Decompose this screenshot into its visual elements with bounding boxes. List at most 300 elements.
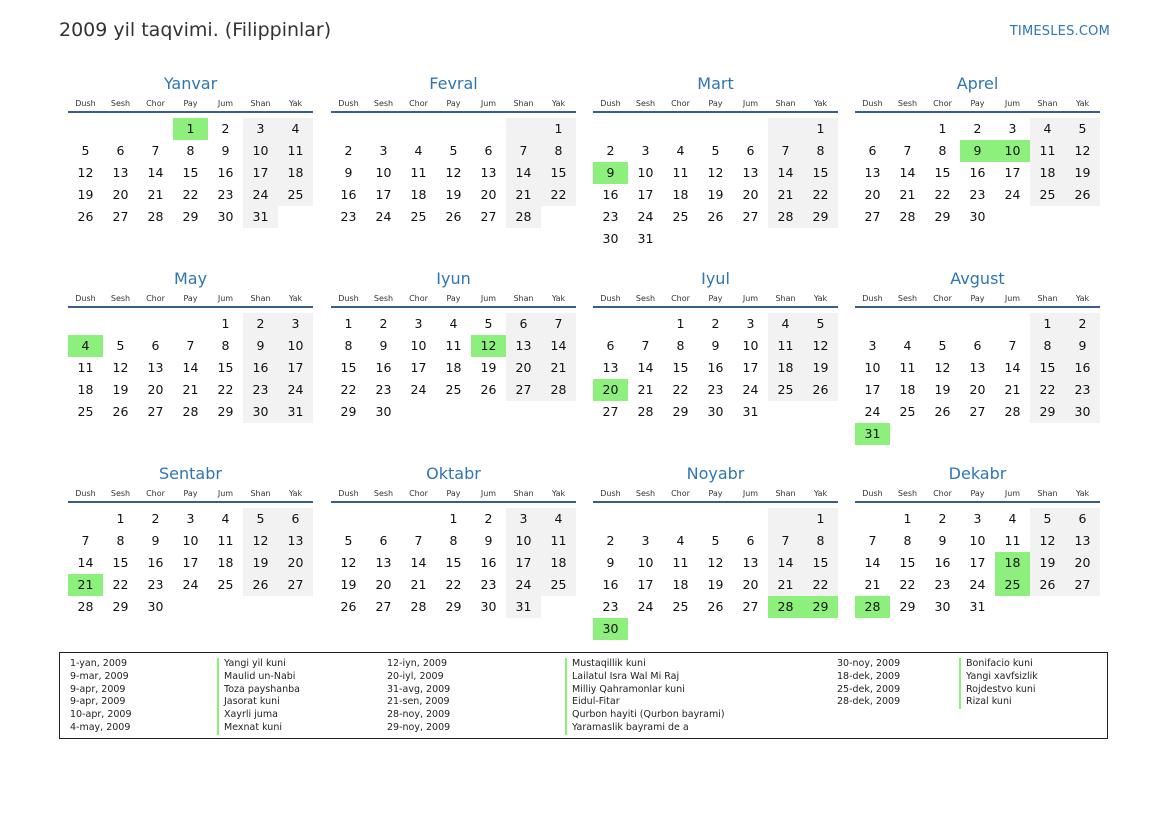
day-cell: 7	[641, 338, 650, 353]
weekday-label: Dush	[600, 294, 621, 303]
month-oktabr	[331, 463, 576, 618]
day-cell: 29	[445, 599, 462, 614]
day-cell: 22	[1030, 379, 1065, 401]
day-cell: 25	[541, 574, 576, 596]
day-cell: 18	[445, 360, 462, 375]
day-cell: 30	[1065, 401, 1100, 423]
day-cell: 2	[973, 121, 982, 136]
day-cell: 23	[602, 599, 619, 614]
day-cell: 4	[221, 511, 230, 526]
day-cell: 29	[672, 404, 689, 419]
weekday-header	[68, 485, 313, 503]
weekday-label: Chor	[671, 294, 690, 303]
day-cell: 23	[480, 577, 497, 592]
day-cell: 19	[340, 577, 357, 592]
day-cell: 5	[116, 338, 125, 353]
day-cell: 13	[375, 555, 392, 570]
day-cell: 30	[602, 231, 619, 246]
weekday-label: Jum	[217, 489, 234, 498]
weekday-label: Chor	[933, 99, 952, 108]
empty-cell	[138, 313, 173, 335]
month-name: Iyul	[701, 269, 730, 288]
holiday-date: 10-apr, 2009	[70, 709, 132, 721]
day-cell: 25	[768, 379, 803, 401]
day-cell: 6	[746, 143, 755, 158]
day-cell: 21	[768, 184, 803, 206]
weekday-label: Chor	[671, 489, 690, 498]
day-cell: 28	[147, 209, 164, 224]
day-cell: 10	[375, 165, 392, 180]
day-cell: 23	[602, 209, 619, 224]
day-cell: 4	[278, 118, 313, 140]
day-cell: 13	[506, 335, 541, 357]
day-cell: 16	[340, 187, 357, 202]
day-cell: 9	[1065, 335, 1100, 357]
day-cell: 27	[742, 599, 759, 614]
day-grid	[855, 508, 1100, 618]
day-cell: 13	[112, 165, 129, 180]
weekday-label: Pay	[970, 294, 985, 303]
day-cell: 1	[541, 118, 576, 140]
day-cell: 20	[480, 187, 497, 202]
day-cell: 1	[1030, 313, 1065, 335]
day-cell: 30	[243, 401, 278, 423]
day-cell: 17	[864, 382, 881, 397]
day-cell: 30	[147, 599, 164, 614]
day-cell: 31	[742, 404, 759, 419]
day-cell: 21	[637, 382, 654, 397]
weekday-label: Pay	[970, 489, 985, 498]
day-cell: 15	[803, 162, 838, 184]
empty-cell	[855, 313, 890, 335]
day-cell: 18	[410, 187, 427, 202]
weekday-label: Chor	[409, 489, 428, 498]
day-cell: 8	[449, 533, 458, 548]
weekday-label: Shan	[513, 99, 534, 108]
day-cell: 17	[410, 360, 427, 375]
day-grid	[68, 313, 313, 423]
day-cell: 7	[81, 533, 90, 548]
empty-cell	[593, 313, 628, 335]
weekday-header	[855, 485, 1100, 503]
day-cell: 22	[112, 577, 129, 592]
day-cell: 7	[868, 533, 877, 548]
day-cell: 18	[217, 555, 234, 570]
day-cell: 26	[340, 599, 357, 614]
weekday-label: Pay	[183, 99, 198, 108]
day-cell: 12	[803, 335, 838, 357]
day-cell: 15	[1030, 357, 1065, 379]
day-cell: 5	[938, 338, 947, 353]
day-cell: 20	[1065, 552, 1100, 574]
day-cell: 2	[243, 313, 278, 335]
day-cell: 24	[742, 382, 759, 397]
day-cell: 8	[803, 530, 838, 552]
day-cell: 24	[969, 577, 986, 592]
day-cell: 27	[1065, 574, 1100, 596]
day-cell: 3	[746, 316, 755, 331]
weekday-label: Dush	[75, 99, 96, 108]
weekday-label: Shan	[775, 99, 796, 108]
day-cell: 26	[445, 209, 462, 224]
day-cell: 14	[1004, 360, 1021, 375]
page-title: 2009 yil taqvimi. (Filippinlar)	[59, 19, 332, 41]
empty-cell	[663, 508, 698, 530]
weekday-header	[593, 95, 838, 113]
empty-cell	[593, 118, 628, 140]
day-cell: 11	[768, 335, 803, 357]
day-cell: 14	[768, 552, 803, 574]
weekday-label: Yak	[813, 489, 828, 498]
empty-cell	[401, 118, 436, 140]
day-cell: 25	[672, 209, 689, 224]
day-cell: 13	[602, 360, 619, 375]
holiday-date: 21-sen, 2009	[387, 696, 450, 708]
holiday-day-cell: 18	[995, 552, 1030, 574]
day-grid	[855, 118, 1100, 228]
day-cell: 6	[151, 338, 160, 353]
day-cell: 12	[445, 165, 462, 180]
day-cell: 19	[707, 187, 724, 202]
weekday-label: Jum	[1004, 99, 1021, 108]
day-cell: 24	[243, 184, 278, 206]
day-cell: 3	[506, 508, 541, 530]
day-cell: 26	[707, 209, 724, 224]
site-link[interactable]: TIMESLES.COM	[1009, 24, 1110, 39]
weekday-label: Shan	[775, 294, 796, 303]
holiday-date: 25-dek, 2009	[837, 683, 901, 695]
day-cell: 2	[151, 511, 160, 526]
day-cell: 21	[1004, 382, 1021, 397]
day-cell: 26	[1030, 574, 1065, 596]
weekday-label: Sesh	[635, 294, 656, 303]
holiday-name: Yangi yil kuni	[217, 658, 300, 671]
day-cell: 14	[147, 165, 164, 180]
day-cell: 22	[934, 187, 951, 202]
weekday-label: Dush	[75, 489, 96, 498]
month-name: Aprel	[956, 74, 999, 93]
day-cell: 24	[864, 404, 881, 419]
day-cell: 20	[506, 357, 541, 379]
day-cell: 2	[711, 316, 720, 331]
weekday-label: Pay	[970, 99, 985, 108]
weekday-label: Jum	[1004, 294, 1021, 303]
day-cell: 28	[506, 206, 541, 228]
day-cell: 15	[445, 555, 462, 570]
day-cell: 12	[243, 530, 278, 552]
day-cell: 24	[278, 379, 313, 401]
empty-cell	[698, 508, 733, 530]
day-cell: 12	[77, 165, 94, 180]
day-cell: 15	[340, 360, 357, 375]
day-cell: 23	[969, 187, 986, 202]
weekday-header	[68, 290, 313, 308]
day-cell: 10	[742, 338, 759, 353]
day-cell: 23	[707, 382, 724, 397]
empty-cell	[628, 118, 663, 140]
day-cell: 2	[606, 533, 615, 548]
day-cell: 18	[278, 162, 313, 184]
day-cell: 18	[672, 187, 689, 202]
day-cell: 23	[147, 577, 164, 592]
day-cell: 16	[243, 357, 278, 379]
month-name: May	[173, 269, 208, 288]
legend-dates-col-3	[837, 658, 900, 709]
holiday-date: 29-noy, 2009	[387, 721, 451, 733]
day-cell: 15	[112, 555, 129, 570]
day-cell: 12	[1065, 140, 1100, 162]
weekday-label: Chor	[146, 99, 165, 108]
day-cell: 26	[480, 382, 497, 397]
day-cell: 24	[637, 209, 654, 224]
holiday-day-cell: 4	[68, 335, 103, 357]
holiday-day-cell: 28	[768, 596, 803, 618]
day-cell: 23	[934, 577, 951, 592]
day-cell: 24	[410, 382, 427, 397]
weekday-label: Yak	[288, 489, 303, 498]
day-cell: 26	[77, 209, 94, 224]
day-cell: 30	[969, 209, 986, 224]
weekday-header	[331, 485, 576, 503]
day-cell: 9	[938, 533, 947, 548]
day-cell: 24	[637, 599, 654, 614]
holiday-name: Bonifacio kuni	[959, 658, 1038, 671]
day-cell: 16	[1065, 357, 1100, 379]
holiday-date: 4-may, 2009	[70, 721, 131, 733]
day-cell: 4	[1008, 511, 1017, 526]
holiday-name: Yangi xavfsizlik	[959, 671, 1038, 684]
month-name: Dekabr	[948, 464, 1007, 483]
day-cell: 3	[641, 533, 650, 548]
day-cell: 7	[1008, 338, 1017, 353]
empty-cell	[366, 508, 401, 530]
day-cell: 20	[278, 552, 313, 574]
weekday-label: Chor	[933, 294, 952, 303]
weekday-label: Chor	[146, 489, 165, 498]
day-cell: 20	[742, 187, 759, 202]
month-name: Yanvar	[163, 74, 218, 93]
day-cell: 17	[742, 360, 759, 375]
day-cell: 11	[672, 165, 689, 180]
day-cell: 31	[637, 231, 654, 246]
holiday-date: 9-apr, 2009	[70, 696, 126, 708]
day-cell: 26	[1065, 184, 1100, 206]
holiday-date: 1-yan, 2009	[70, 658, 127, 669]
day-cell: 7	[186, 338, 195, 353]
legend-names-col-3	[959, 658, 1038, 709]
day-cell: 9	[344, 165, 353, 180]
weekday-label: Dush	[75, 294, 96, 303]
day-cell: 3	[868, 338, 877, 353]
day-cell: 3	[1008, 121, 1017, 136]
day-cell: 22	[541, 184, 576, 206]
day-cell: 31	[278, 401, 313, 423]
weekday-label: Pay	[708, 99, 723, 108]
day-cell: 14	[864, 555, 881, 570]
day-cell: 27	[147, 404, 164, 419]
day-cell: 7	[506, 140, 541, 162]
weekday-label: Yak	[551, 489, 566, 498]
day-cell: 24	[1004, 187, 1021, 202]
month-name: Avgust	[950, 269, 1005, 288]
day-cell: 27	[602, 404, 619, 419]
day-cell: 31	[506, 596, 541, 618]
day-cell: 15	[217, 360, 234, 375]
day-cell: 7	[903, 143, 912, 158]
empty-cell	[593, 508, 628, 530]
holiday-day-cell: 28	[855, 596, 890, 618]
day-cell: 27	[742, 209, 759, 224]
day-cell: 8	[344, 338, 353, 353]
weekday-header	[855, 95, 1100, 113]
weekday-label: Jum	[742, 99, 759, 108]
day-cell: 5	[344, 533, 353, 548]
day-cell: 6	[506, 313, 541, 335]
day-cell: 20	[969, 382, 986, 397]
day-cell: 19	[243, 552, 278, 574]
day-cell: 19	[480, 360, 497, 375]
day-cell: 5	[81, 143, 90, 158]
weekday-label: Jum	[217, 99, 234, 108]
weekday-label: Shan	[250, 489, 271, 498]
day-cell: 20	[147, 382, 164, 397]
day-cell: 25	[217, 577, 234, 592]
weekday-label: Chor	[146, 294, 165, 303]
day-cell: 14	[541, 335, 576, 357]
day-cell: 7	[768, 530, 803, 552]
day-cell: 1	[903, 511, 912, 526]
day-cell: 4	[676, 143, 685, 158]
day-cell: 8	[541, 140, 576, 162]
day-cell: 28	[1004, 404, 1021, 419]
day-grid	[331, 313, 576, 423]
day-cell: 10	[278, 335, 313, 357]
month-mart	[593, 73, 838, 250]
day-cell: 17	[637, 187, 654, 202]
holiday-name: Jasorat kuni	[217, 696, 300, 709]
empty-cell	[768, 118, 803, 140]
month-dekabr	[855, 463, 1100, 618]
day-cell: 19	[445, 187, 462, 202]
holiday-date: 9-mar, 2009	[70, 670, 129, 682]
day-cell: 14	[506, 162, 541, 184]
day-cell: 22	[182, 187, 199, 202]
day-cell: 26	[803, 379, 838, 401]
day-grid	[331, 508, 576, 618]
day-cell: 9	[221, 143, 230, 158]
day-cell: 16	[602, 577, 619, 592]
day-cell: 3	[278, 313, 313, 335]
weekday-label: Yak	[813, 99, 828, 108]
empty-cell	[628, 508, 663, 530]
weekday-label: Dush	[338, 294, 359, 303]
day-cell: 14	[410, 555, 427, 570]
empty-cell	[138, 118, 173, 140]
day-cell: 17	[1004, 165, 1021, 180]
weekday-label: Jum	[217, 294, 234, 303]
holiday-day-cell: 10	[995, 140, 1030, 162]
day-cell: 23	[1065, 379, 1100, 401]
weekday-label: Shan	[1037, 294, 1058, 303]
weekday-label: Pay	[708, 489, 723, 498]
day-cell: 11	[77, 360, 94, 375]
day-cell: 30	[217, 209, 234, 224]
holiday-legend	[59, 652, 1108, 739]
empty-cell	[925, 313, 960, 335]
day-cell: 14	[182, 360, 199, 375]
holiday-date: 12-iyn, 2009	[387, 658, 448, 669]
day-cell: 25	[445, 382, 462, 397]
holiday-date: 9-apr, 2009	[70, 683, 126, 695]
holiday-day-cell: 1	[173, 118, 208, 140]
day-cell: 24	[506, 574, 541, 596]
day-cell: 5	[711, 143, 720, 158]
holiday-date: 28-noy, 2009	[387, 709, 451, 721]
weekday-header	[331, 95, 576, 113]
empty-cell	[103, 313, 138, 335]
weekday-label: Shan	[250, 294, 271, 303]
month-name: Iyun	[436, 269, 471, 288]
empty-cell	[366, 118, 401, 140]
day-cell: 9	[606, 555, 615, 570]
empty-cell	[768, 508, 803, 530]
day-cell: 27	[864, 209, 881, 224]
day-cell: 18	[899, 382, 916, 397]
day-cell: 15	[541, 162, 576, 184]
month-noyabr	[593, 463, 838, 640]
day-cell: 6	[746, 533, 755, 548]
day-cell: 8	[803, 140, 838, 162]
weekday-label: Pay	[183, 489, 198, 498]
day-cell: 13	[480, 165, 497, 180]
holiday-name: Mustaqillik kuni	[565, 658, 725, 671]
weekday-label: Shan	[1037, 99, 1058, 108]
day-cell: 26	[112, 404, 129, 419]
day-cell: 16	[707, 360, 724, 375]
holiday-name: Eidul-Fitar	[565, 696, 725, 709]
day-cell: 10	[506, 530, 541, 552]
day-cell: 17	[506, 552, 541, 574]
day-cell: 5	[243, 508, 278, 530]
day-cell: 28	[541, 379, 576, 401]
weekday-label: Dush	[862, 489, 883, 498]
day-cell: 2	[344, 143, 353, 158]
day-cell: 3	[973, 511, 982, 526]
empty-cell	[663, 118, 698, 140]
empty-cell	[471, 118, 506, 140]
day-cell: 1	[221, 316, 230, 331]
day-cell: 11	[899, 360, 916, 375]
weekday-label: Pay	[446, 489, 461, 498]
day-cell: 1	[344, 316, 353, 331]
day-cell: 27	[506, 379, 541, 401]
day-cell: 15	[672, 360, 689, 375]
weekday-label: Dush	[600, 489, 621, 498]
weekday-label: Dush	[338, 99, 359, 108]
holiday-name: Mexnat kuni	[217, 722, 300, 735]
weekday-label: Sesh	[897, 294, 918, 303]
day-cell: 21	[410, 577, 427, 592]
weekday-header	[593, 290, 838, 308]
day-cell: 2	[938, 511, 947, 526]
day-cell: 21	[899, 187, 916, 202]
day-cell: 14	[768, 162, 803, 184]
day-cell: 19	[707, 577, 724, 592]
weekday-label: Jum	[480, 99, 497, 108]
day-cell: 9	[711, 338, 720, 353]
day-cell: 21	[864, 577, 881, 592]
weekday-header	[593, 485, 838, 503]
